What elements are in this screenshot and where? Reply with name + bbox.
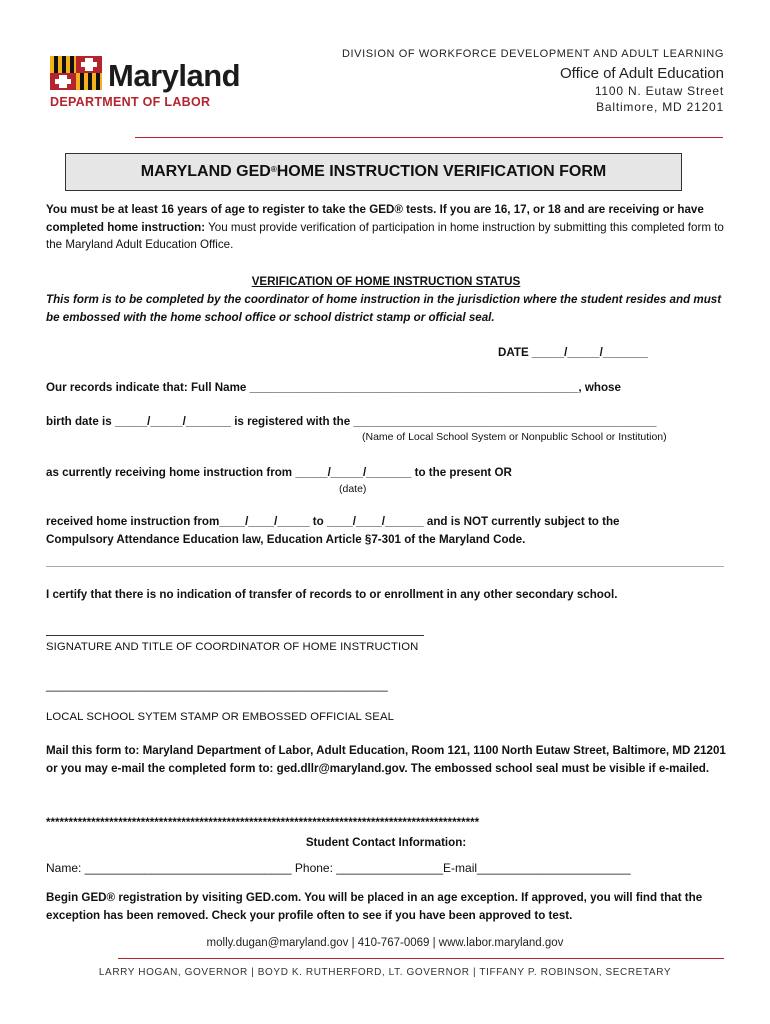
signature-line[interactable] [46,635,424,636]
received-instruction-field[interactable]: received home instruction from____/____/_____ to ____/____/______ and is NOT currently subject to the [46,515,620,528]
footer-divider [118,958,724,959]
certify-statement: I certify that there is no indication of transfer of records to or enrollment in any other secondary school. [46,588,618,601]
contact-fields[interactable]: Name: _______________________________ Phone: ________________E-mail_______________________ [46,861,631,875]
intro-bold: You must be at least 16 years of age to register to take the GED® tests. If you are 16, 17, or 18 and are receiving or have completed home instruction: [46,203,704,234]
header-city: Baltimore, MD 21201 [596,100,724,114]
date-caption: (date) [339,483,367,495]
received-instruction-law: Compulsory Attendance Education law, Education Article §7-301 of the Maryland Code. [46,533,526,546]
header-division: DIVISION OF WORKFORCE DEVELOPMENT AND ADULT LEARNING [341,48,724,60]
signature-label: SIGNATURE AND TITLE OF COORDINATOR OF HOME INSTRUCTION [46,641,419,653]
receiving-instruction-field[interactable]: as currently receiving home instruction from _____/_____/_______ to the present OR [46,466,512,479]
begin-registration: Begin GED® registration by visiting GED.com. You will be placed in an age exception. If approved, you will find that the exception has been removed. Check your profile often to see if you have been approved to test. [46,891,703,922]
section-divider [46,566,724,567]
full-name-field[interactable]: Our records indicate that: Full Name ___________________________________________________, whose [46,381,621,394]
birth-caption: (Name of Local School System or Nonpublic School or Institution) [362,431,667,443]
intro-rest: You must provide verification of participation in home instruction by submitting this completed form to the Maryland Adult Education Office. [46,220,724,251]
form-title [65,153,682,191]
intro-paragraph [46,201,726,254]
maryland-flag-logo-icon [50,56,102,90]
header-office: Office of Adult Education [560,65,724,82]
form-title-main: MARYLAND GED [140,163,271,180]
birth-date-field[interactable]: birth date is _____/_____/_______ is registered with the _______________________________________________ [46,415,657,428]
form-title-registered: ® [270,164,277,174]
mail-instructions: Mail this form to: Maryland Department of Labor, Adult Education, Room 121, 1100 North Eutaw Street, Baltimore, MD 21201 or you may e-mail the completed form to: ged.dllr@maryland.gov. The embossed school seal must be visible if e-mailed. [46,744,726,775]
footer-officials: LARRY HOGAN, GOVERNOR | BOYD K. RUTHERFORD, LT. GOVERNOR | TIFFANY P. ROBINSON, SECRETARY [98,967,672,978]
date-field[interactable]: DATE _____/_____/_______ [498,346,648,359]
section-note: This form is to be completed by the coordinator of home instruction in the jurisdiction where the student resides and must be embossed with the home school office or school district stamp or official seal. [46,293,722,324]
logo-wordmark: Maryland [108,58,241,93]
header-street: 1100 N. Eutaw Street [594,84,724,98]
seal-line[interactable]: _____________________________________________________ [46,679,388,692]
seal-label: LOCAL SCHOOL SYTEM STAMP OR EMBOSSED OFFICIAL SEAL [46,711,394,723]
stars-divider: ************************************************************************************************ [46,816,480,829]
form-title-rest: HOME INSTRUCTION VERIFICATION FORM [276,163,607,180]
section-heading: VERIFICATION OF HOME INSTRUCTION STATUS [251,275,521,288]
header-divider [135,137,723,138]
contact-heading: Student Contact Information: [305,836,467,849]
logo-department: DEPARTMENT OF LABOR [50,95,211,109]
footer-contact: molly.dugan@maryland.gov | 410-767-0069 | www.labor.maryland.gov [206,937,564,949]
